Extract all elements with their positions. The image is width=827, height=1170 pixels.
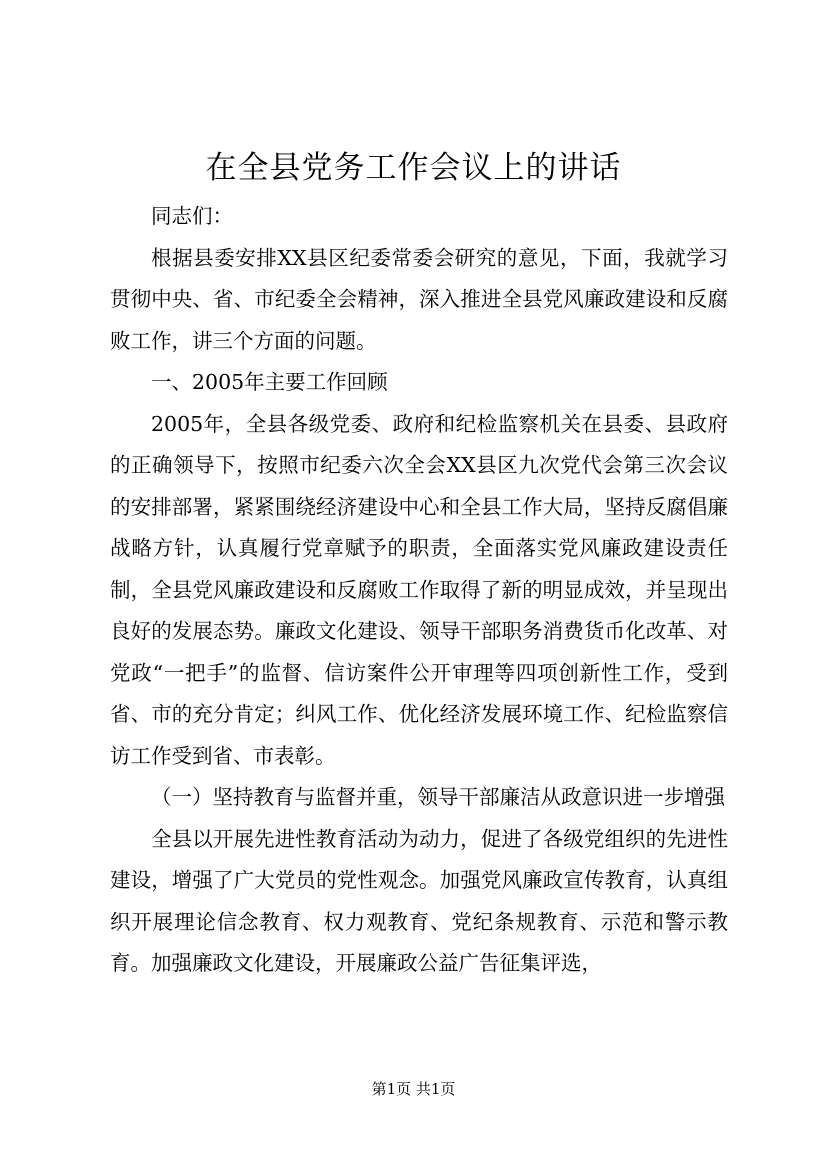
subsection-heading: （一）坚持教育与监督并重，领导干部廉洁从政意识进一步增强 — [151, 785, 725, 809]
intro-paragraph: 根据县委安排XX县区纪委常委会研究的意见，下面，我就学习贯彻中央、省、市纪委全会精神，深入推进全县党风廉政建设和反腐败工作，讲三个方面的问题。 — [110, 245, 728, 353]
document-body — [110, 196, 728, 985]
salutation-paragraph: 同志们： — [151, 204, 233, 228]
page-footer: 第1页 共1页 — [371, 1080, 456, 1098]
education-paragraph: 全县以开展先进性教育活动为动力，促进了各级党组织的先进性建设，增强了广大党员的党性观念。加强党风廉政宣传教育，认真组织开展理论信念教育、权力观教育、党纪条规教育、示范和警示教育。加强廉政文化建设，开展廉政公益广告征集评选， — [110, 826, 728, 975]
document-title: 在全县党务工作会议上的讲话 — [205, 150, 622, 186]
section-heading: 一、2005年主要工作回顾 — [151, 370, 388, 394]
review-paragraph: 2005年，全县各级党委、政府和纪检监察机关在县委、县政府的正确领导下，按照市纪委六次全会XX县区九次党代会第三次会议的安排部署，紧紧围绕经济建设中心和全县工作大局，坚持反腐倡廉战略方针，认真履行党章赋予的职责，全面落实党风廉政建设责任制，全县党风廉政建设和反腐败工作取得了新的明显成效，并呈现出良好的发展态势。廉政文化建设、领导干部职务消费货币化改革、对党政“一把手”的监督、信访案件公开审理等四项创新性工作，受到省、市的充分肯定；纠风工作、优化经济发展环境工作、纪检监察信访工作受到省、市表彰。 — [110, 411, 728, 768]
